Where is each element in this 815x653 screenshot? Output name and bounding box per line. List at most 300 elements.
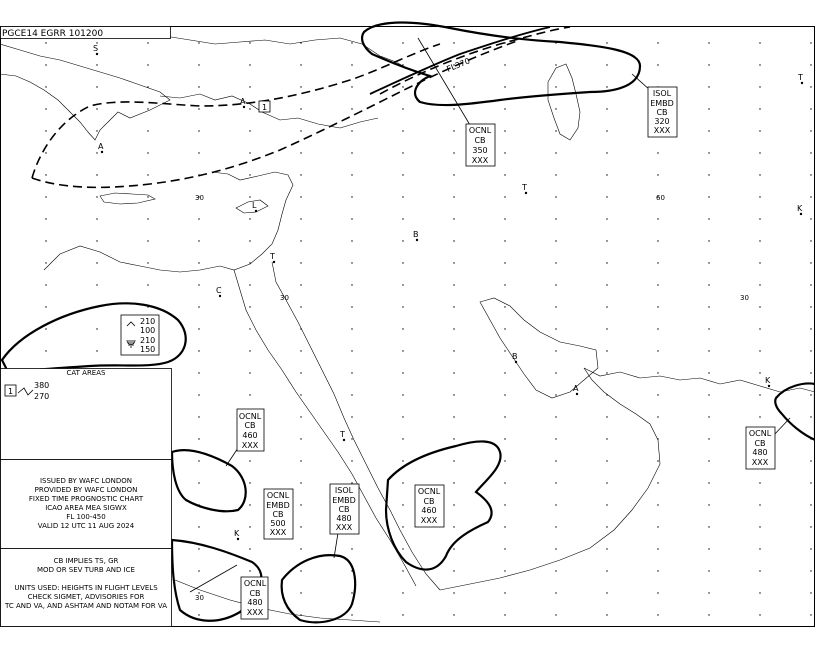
grid-dot bbox=[96, 152, 97, 153]
grid-dot bbox=[504, 526, 505, 527]
grid-dot bbox=[759, 416, 760, 417]
grid-dot bbox=[351, 108, 352, 109]
grid-dot bbox=[810, 350, 811, 351]
grid-dot bbox=[504, 482, 505, 483]
grid-dot bbox=[810, 306, 811, 307]
grid-dot bbox=[249, 460, 250, 461]
grid-dot bbox=[657, 306, 658, 307]
grid-dot bbox=[198, 130, 199, 131]
legend-panel bbox=[1, 369, 172, 627]
grid-dot bbox=[555, 240, 556, 241]
grid-dot bbox=[657, 570, 658, 571]
cb-box-text: XXX bbox=[471, 156, 489, 165]
grid-dot bbox=[402, 218, 403, 219]
grid-dot bbox=[300, 416, 301, 417]
grid-dot bbox=[402, 174, 403, 175]
grid-dot bbox=[708, 240, 709, 241]
grid-label: 60 bbox=[656, 194, 665, 202]
pressure-mark: A bbox=[240, 97, 246, 106]
grid-dot bbox=[198, 438, 199, 439]
grid-dot bbox=[249, 130, 250, 131]
grid-dot bbox=[249, 394, 250, 395]
grid-dot bbox=[96, 196, 97, 197]
grid-dot bbox=[300, 306, 301, 307]
grid-dot bbox=[351, 482, 352, 483]
grid-dot bbox=[351, 218, 352, 219]
grid-dot bbox=[606, 438, 607, 439]
pressure-mark-dot bbox=[515, 361, 517, 363]
cb-box-text: OCNL bbox=[238, 412, 262, 421]
grid-dot bbox=[198, 306, 199, 307]
pressure-mark: K bbox=[234, 529, 240, 538]
cb-box-text: XXX bbox=[420, 516, 438, 525]
grid-dot bbox=[759, 108, 760, 109]
grid-dot bbox=[198, 64, 199, 65]
grid-dot bbox=[504, 240, 505, 241]
grid-dot bbox=[504, 570, 505, 571]
grid-dot bbox=[555, 86, 556, 87]
grid-dot bbox=[657, 416, 658, 417]
grid-dot bbox=[504, 372, 505, 373]
grid-dot bbox=[249, 86, 250, 87]
grid-dot bbox=[606, 526, 607, 527]
tropopause-value: 210 bbox=[140, 317, 156, 326]
grid-dot bbox=[249, 306, 250, 307]
grid-dot bbox=[45, 350, 46, 351]
grid-dot bbox=[708, 394, 709, 395]
grid-dot bbox=[708, 592, 709, 593]
grid-dot bbox=[657, 328, 658, 329]
grid-dot bbox=[504, 108, 505, 109]
grid-dot bbox=[96, 350, 97, 351]
grid-dot bbox=[708, 86, 709, 87]
grid-dot bbox=[198, 394, 199, 395]
grid-dot bbox=[606, 306, 607, 307]
grid-dot bbox=[657, 372, 658, 373]
cb-box-text: CB bbox=[423, 497, 435, 506]
grid-dot bbox=[606, 328, 607, 329]
grid-dot bbox=[708, 284, 709, 285]
grid-dot bbox=[96, 86, 97, 87]
grid-dot bbox=[504, 438, 505, 439]
grid-dot bbox=[708, 174, 709, 175]
grid-dot bbox=[45, 284, 46, 285]
grid-dot bbox=[555, 306, 556, 307]
grid-dot bbox=[606, 460, 607, 461]
grid-dot bbox=[606, 504, 607, 505]
tropopause-value: 150 bbox=[140, 345, 156, 354]
pressure-mark: B bbox=[512, 352, 518, 361]
cb-box-text: XXX bbox=[246, 608, 264, 617]
grid-dot bbox=[198, 328, 199, 329]
cb-box-text: CB bbox=[656, 108, 668, 117]
grid-dot bbox=[300, 108, 301, 109]
grid-dot bbox=[759, 284, 760, 285]
grid-dot bbox=[402, 86, 403, 87]
grid-dot bbox=[249, 372, 250, 373]
pressure-mark: T bbox=[270, 252, 275, 261]
grid-dot bbox=[555, 130, 556, 131]
grid-dot bbox=[606, 262, 607, 263]
grid-dot bbox=[45, 218, 46, 219]
grid-dot bbox=[402, 460, 403, 461]
grid-dot bbox=[300, 548, 301, 549]
grid-dot bbox=[249, 64, 250, 65]
grid-dot bbox=[402, 108, 403, 109]
grid-dot bbox=[504, 416, 505, 417]
grid-dot bbox=[504, 86, 505, 87]
grid-dot bbox=[708, 108, 709, 109]
grid-dot bbox=[198, 416, 199, 417]
grid-dot bbox=[504, 174, 505, 175]
grid-dot bbox=[708, 504, 709, 505]
grid-dot bbox=[708, 372, 709, 373]
grid-dot bbox=[351, 240, 352, 241]
issued-line: PROVIDED BY WAFC LONDON bbox=[34, 486, 138, 494]
grid-dot bbox=[402, 130, 403, 131]
grid-dot bbox=[555, 438, 556, 439]
grid-dot bbox=[300, 504, 301, 505]
grid-dot bbox=[249, 42, 250, 43]
grid-dot bbox=[96, 284, 97, 285]
grid-dot bbox=[504, 64, 505, 65]
grid-dot bbox=[453, 482, 454, 483]
grid-dot bbox=[453, 306, 454, 307]
grid-dot bbox=[147, 108, 148, 109]
grid-dot bbox=[198, 548, 199, 549]
cb-box-text: 460 bbox=[242, 431, 258, 440]
grid-dot bbox=[555, 218, 556, 219]
cb-box-text: CB bbox=[244, 421, 256, 430]
grid-dot bbox=[351, 328, 352, 329]
grid-dot bbox=[249, 196, 250, 197]
grid-dot bbox=[606, 372, 607, 373]
grid-dot bbox=[453, 350, 454, 351]
grid-dot bbox=[606, 130, 607, 131]
note-line: CHECK SIGMET, ADVISORIES FOR bbox=[27, 593, 145, 601]
grid-dot bbox=[759, 196, 760, 197]
grid-dot bbox=[708, 218, 709, 219]
grid-dot bbox=[300, 174, 301, 175]
grid-dot bbox=[198, 108, 199, 109]
pressure-mark: C bbox=[216, 286, 222, 295]
pressure-mark: K bbox=[765, 376, 771, 385]
grid-dot bbox=[555, 416, 556, 417]
cb-box-text: XXX bbox=[653, 126, 671, 135]
grid-dot bbox=[198, 350, 199, 351]
grid-dot bbox=[759, 504, 760, 505]
grid-dot bbox=[198, 218, 199, 219]
cat-areas-title: CAT AREAS bbox=[66, 369, 106, 377]
grid-dot bbox=[555, 570, 556, 571]
grid-dot bbox=[606, 416, 607, 417]
grid-dot bbox=[45, 196, 46, 197]
issued-line: FIXED TIME PROGNOSTIC CHART bbox=[28, 495, 144, 503]
grid-dot bbox=[504, 504, 505, 505]
grid-dot bbox=[657, 460, 658, 461]
grid-dot bbox=[606, 218, 607, 219]
pressure-mark: K bbox=[797, 204, 803, 213]
cb-box-text: 460 bbox=[421, 506, 437, 515]
grid-dot bbox=[198, 284, 199, 285]
grid-dot bbox=[504, 152, 505, 153]
grid-dot bbox=[249, 240, 250, 241]
grid-dot bbox=[453, 548, 454, 549]
grid-dot bbox=[402, 284, 403, 285]
grid-dot bbox=[657, 152, 658, 153]
cb-box-text: ISOL bbox=[334, 486, 354, 495]
grid-dot bbox=[759, 174, 760, 175]
grid-dot bbox=[810, 614, 811, 615]
cb-box-text: OCNL bbox=[266, 491, 290, 500]
grid-dot bbox=[453, 130, 454, 131]
grid-dot bbox=[708, 460, 709, 461]
note-line: UNITS USED: HEIGHTS IN FLIGHT LEVELS bbox=[14, 584, 158, 592]
grid-dot bbox=[708, 152, 709, 153]
grid-dot bbox=[147, 42, 148, 43]
grid-dot bbox=[810, 504, 811, 505]
cb-box-text: CB bbox=[474, 136, 486, 145]
grid-dot bbox=[810, 218, 811, 219]
grid-dot bbox=[708, 614, 709, 615]
grid-dot bbox=[300, 130, 301, 131]
grid-dot bbox=[351, 592, 352, 593]
grid-dot bbox=[453, 174, 454, 175]
grid-dot bbox=[657, 482, 658, 483]
grid-dot bbox=[45, 152, 46, 153]
issued-line: FL 100-450 bbox=[66, 513, 106, 521]
grid-dot bbox=[759, 482, 760, 483]
grid-dot bbox=[147, 174, 148, 175]
grid-dot bbox=[402, 438, 403, 439]
grid-dot bbox=[198, 482, 199, 483]
grid-dot bbox=[402, 416, 403, 417]
grid-dot bbox=[606, 614, 607, 615]
grid-dot bbox=[810, 240, 811, 241]
pressure-mark: T bbox=[798, 73, 803, 82]
grid-dot bbox=[453, 108, 454, 109]
grid-dot bbox=[657, 614, 658, 615]
grid-dot bbox=[249, 570, 250, 571]
grid-dot bbox=[402, 614, 403, 615]
grid-dot bbox=[810, 482, 811, 483]
grid-dot bbox=[759, 306, 760, 307]
grid-dot bbox=[351, 130, 352, 131]
issued-line: ICAO AREA MEA SIGWX bbox=[45, 504, 127, 512]
grid-dot bbox=[249, 108, 250, 109]
grid-dot bbox=[810, 42, 811, 43]
grid-dot bbox=[402, 548, 403, 549]
grid-dot bbox=[606, 284, 607, 285]
grid-dot bbox=[249, 284, 250, 285]
grid-dot bbox=[351, 42, 352, 43]
pressure-mark: B bbox=[413, 230, 419, 239]
grid-dot bbox=[351, 284, 352, 285]
grid-dot bbox=[504, 218, 505, 219]
grid-dot bbox=[351, 372, 352, 373]
cb-box-text: CB bbox=[249, 589, 261, 598]
grid-dot bbox=[453, 614, 454, 615]
cb-box-text: EMBD bbox=[650, 99, 674, 108]
grid-dot bbox=[453, 42, 454, 43]
grid-dot bbox=[45, 64, 46, 65]
grid-dot bbox=[300, 64, 301, 65]
grid-dot bbox=[504, 592, 505, 593]
grid-dot bbox=[453, 262, 454, 263]
grid-dot bbox=[708, 416, 709, 417]
grid-dot bbox=[708, 570, 709, 571]
grid-dot bbox=[249, 526, 250, 527]
grid-dot bbox=[708, 328, 709, 329]
grid-dot bbox=[606, 196, 607, 197]
grid-dot bbox=[96, 262, 97, 263]
grid-dot bbox=[759, 240, 760, 241]
tropopause-box bbox=[121, 315, 159, 355]
grid-dot bbox=[453, 284, 454, 285]
grid-dot bbox=[198, 570, 199, 571]
grid-dot bbox=[759, 262, 760, 263]
grid-dot bbox=[504, 196, 505, 197]
grid-dot bbox=[453, 152, 454, 153]
grid-dot bbox=[198, 86, 199, 87]
grid-dot bbox=[147, 152, 148, 153]
grid-dot bbox=[810, 196, 811, 197]
grid-dot bbox=[555, 174, 556, 175]
grid-dot bbox=[810, 394, 811, 395]
pressure-mark-dot bbox=[801, 82, 803, 84]
grid-dot bbox=[606, 350, 607, 351]
grid-dot bbox=[504, 460, 505, 461]
grid-dot bbox=[606, 592, 607, 593]
grid-dot bbox=[759, 526, 760, 527]
grid-dot bbox=[147, 240, 148, 241]
cb-box-text: EMBD bbox=[266, 501, 290, 510]
cb-box-text: OCNL bbox=[468, 126, 492, 135]
grid-dot bbox=[351, 416, 352, 417]
grid-dot bbox=[300, 284, 301, 285]
cb-box-text: 320 bbox=[654, 117, 670, 126]
grid-dot bbox=[810, 174, 811, 175]
grid-dot bbox=[759, 548, 760, 549]
chart-id: PGCE14 EGRR 101200 bbox=[2, 29, 104, 39]
grid-dot bbox=[351, 174, 352, 175]
grid-dot bbox=[249, 548, 250, 549]
grid-dot bbox=[708, 548, 709, 549]
grid-dot bbox=[453, 592, 454, 593]
grid-label: 30 bbox=[740, 294, 749, 302]
grid-dot bbox=[300, 394, 301, 395]
grid-dot bbox=[657, 64, 658, 65]
grid-dot bbox=[555, 614, 556, 615]
grid-dot bbox=[555, 328, 556, 329]
grid-dot bbox=[555, 372, 556, 373]
grid-dot bbox=[555, 262, 556, 263]
cb-box-text: CB bbox=[754, 439, 766, 448]
grid-dot bbox=[606, 86, 607, 87]
grid-dot bbox=[402, 306, 403, 307]
tropopause-value: 210 bbox=[140, 336, 156, 345]
cb-box-text: 350 bbox=[472, 146, 488, 155]
grid-dot bbox=[453, 218, 454, 219]
grid-dot bbox=[402, 482, 403, 483]
grid-dot bbox=[555, 394, 556, 395]
grid-dot bbox=[300, 372, 301, 373]
pressure-mark-dot bbox=[343, 439, 345, 441]
pressure-mark-dot bbox=[237, 538, 239, 540]
grid-dot bbox=[453, 86, 454, 87]
grid-dot bbox=[657, 548, 658, 549]
grid-dot bbox=[606, 174, 607, 175]
grid-dot bbox=[45, 130, 46, 131]
grid-dot bbox=[504, 262, 505, 263]
grid-dot bbox=[453, 570, 454, 571]
grid-dot bbox=[657, 284, 658, 285]
grid-dot bbox=[351, 196, 352, 197]
grid-dot bbox=[351, 64, 352, 65]
grid-dot bbox=[300, 570, 301, 571]
grid-dot bbox=[759, 614, 760, 615]
cat-id: 1 bbox=[8, 387, 14, 396]
grid-dot bbox=[300, 262, 301, 263]
grid-dot bbox=[504, 306, 505, 307]
grid-dot bbox=[300, 218, 301, 219]
grid-dot bbox=[708, 438, 709, 439]
cb-box-text: 480 bbox=[752, 448, 768, 457]
grid-dot bbox=[96, 174, 97, 175]
grid-dot bbox=[657, 394, 658, 395]
note-line: CB IMPLIES TS, GR bbox=[53, 557, 119, 565]
grid-dot bbox=[453, 526, 454, 527]
grid-dot bbox=[402, 570, 403, 571]
grid-dot bbox=[351, 86, 352, 87]
grid-dot bbox=[810, 328, 811, 329]
grid-dot bbox=[606, 548, 607, 549]
grid-dot bbox=[402, 350, 403, 351]
grid-dot bbox=[606, 570, 607, 571]
grid-dot bbox=[198, 152, 199, 153]
grid-dot bbox=[759, 592, 760, 593]
grid-dot bbox=[759, 570, 760, 571]
note-line: TC AND VA, AND ASHTAM AND NOTAM FOR VA bbox=[4, 602, 168, 610]
grid-dot bbox=[504, 350, 505, 351]
grid-dot bbox=[708, 350, 709, 351]
pressure-mark: A bbox=[573, 384, 579, 393]
grid-dot bbox=[453, 460, 454, 461]
grid-dot bbox=[96, 240, 97, 241]
grid-dot bbox=[555, 152, 556, 153]
grid-dot bbox=[402, 240, 403, 241]
grid-dot bbox=[300, 350, 301, 351]
grid-dot bbox=[759, 350, 760, 351]
grid-dot bbox=[45, 328, 46, 329]
grid-dot bbox=[300, 152, 301, 153]
grid-dot bbox=[657, 262, 658, 263]
grid-dot bbox=[351, 394, 352, 395]
pressure-mark-dot bbox=[96, 53, 98, 55]
grid-dot bbox=[708, 130, 709, 131]
grid-dot bbox=[249, 152, 250, 153]
grid-dot bbox=[402, 526, 403, 527]
grid-dot bbox=[657, 42, 658, 43]
grid-dot bbox=[351, 438, 352, 439]
grid-dot bbox=[453, 438, 454, 439]
grid-dot bbox=[351, 152, 352, 153]
legend-cat-box bbox=[1, 369, 172, 460]
grid-dot bbox=[759, 130, 760, 131]
grid-dot bbox=[504, 548, 505, 549]
grid-dot bbox=[147, 262, 148, 263]
grid-dot bbox=[810, 592, 811, 593]
